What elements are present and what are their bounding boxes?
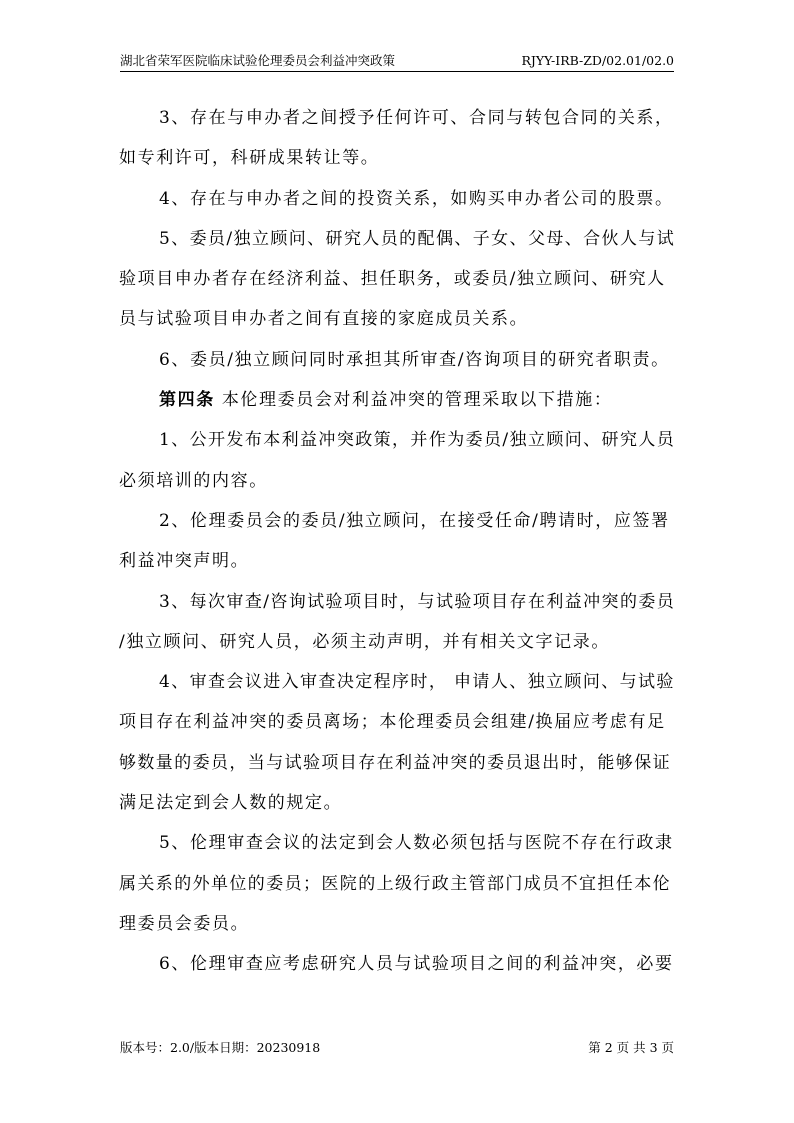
line-text: 理委员会委员。 <box>119 913 250 934</box>
page-header <box>120 53 674 69</box>
text-line <box>119 743 675 783</box>
article-label: 第四条 <box>159 390 215 411</box>
line-text: 3、存在与申办者之间授予任何许可、合同与转包合同的关系， <box>159 108 674 128</box>
line-text: 5、伦理审查会议的法定到会人数必须包括与医院不存在行政隶 <box>159 833 674 854</box>
page-footer <box>120 1040 674 1056</box>
text-line <box>119 420 675 460</box>
text-line <box>119 783 675 823</box>
text-line <box>119 662 675 702</box>
footer-version: 版本号：2.0/版本日期：20230918 <box>120 1040 321 1055</box>
text-line <box>119 98 675 138</box>
line-text: 2、伦理委员会的委员/独立顾问，在接受任命/聘请时，应签署 <box>159 510 670 531</box>
text-line <box>119 179 675 219</box>
line-text: 员与试验项目申办者之间有直接的家庭成员关系。 <box>119 309 529 330</box>
header-rule <box>120 71 674 72</box>
line-text: /独立顾问、研究人员，必须主动声明，并有相关文字记录。 <box>119 631 610 652</box>
line-text: 5、委员/独立顾问、研究人员的配偶、子女、父母、合伙人与试 <box>159 228 676 249</box>
text-line <box>119 299 675 339</box>
line-text: 本伦理委员会对利益冲突的管理采取以下措施： <box>214 390 613 411</box>
text-line <box>119 582 675 622</box>
header-title: 湖北省荣军医院临床试验伦理委员会利益冲突政策 <box>120 53 396 68</box>
header-doc-code: RJYY-IRB-ZD/02.01/02.0 <box>521 53 674 68</box>
line-text: 属关系的外单位的委员；医院的上级行政主管部门成员不宜担任本伦 <box>119 873 671 894</box>
document-body <box>119 98 675 985</box>
line-text: 必须培训的内容。 <box>119 470 268 491</box>
text-line <box>119 501 675 541</box>
text-line <box>119 259 675 299</box>
text-line <box>119 864 675 904</box>
text-line <box>119 219 675 259</box>
text-line <box>119 622 675 662</box>
text-line <box>119 138 675 178</box>
line-text: 6、伦理审查应考虑研究人员与试验项目之间的利益冲突，必要 <box>159 954 674 975</box>
text-line <box>119 541 675 581</box>
line-text: 4、存在与申办者之间的投资关系，如购买申办者公司的股票。 <box>159 188 674 209</box>
line-text: 满足法定到会人数的规定。 <box>119 793 343 814</box>
text-line <box>119 340 675 380</box>
text-line <box>119 904 675 944</box>
line-text: 4、审查会议进入审查决定程序时， 申请人、独立顾问、与试验 <box>159 672 675 693</box>
line-text: 6、委员/独立顾问同时承担其所审查/咨询项目的研究者职责。 <box>159 349 670 370</box>
text-line <box>119 702 675 742</box>
text-line <box>119 461 675 501</box>
line-text: 验项目申办者存在经济利益、担任职务，或委员/独立顾问、研究人 <box>119 269 666 290</box>
text-line <box>119 380 675 420</box>
line-text: 3、每次审查/咨询试验项目时，与试验项目存在利益冲突的委员 <box>159 591 676 612</box>
line-text: 利益冲突声明。 <box>119 551 250 572</box>
line-text: 1、公开发布本利益冲突政策，并作为委员/独立顾问、研究人员 <box>159 430 676 451</box>
line-text: 项目存在利益冲突的委员离场；本伦理委员会组建/换届应考虑有足 <box>119 712 666 733</box>
footer-page-number: 第 2 页 共 3 页 <box>588 1040 674 1055</box>
line-text: 够数量的委员，当与试验项目存在利益冲突的委员退出时，能够保证 <box>119 752 671 773</box>
line-text: 如专利许可，科研成果转让等。 <box>119 148 380 169</box>
text-line <box>119 823 675 863</box>
text-line <box>119 944 675 984</box>
